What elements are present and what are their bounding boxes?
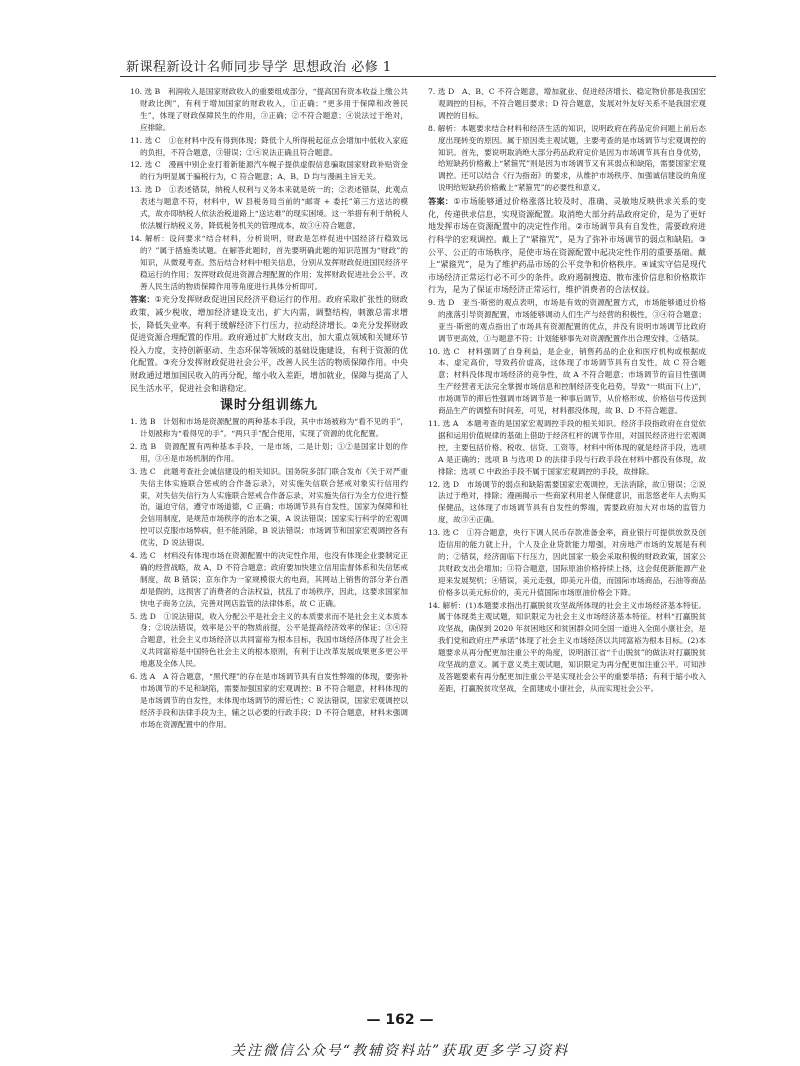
analysis-item-s8: 8. 解析：本题要求结合材料和经济生活的知识，说明政府在药品定价问题上前后态度出现转变的原因。属于原因类主观试题，主要考查的是市场调节与宏观调控的知识。首先，要说明取消绝大部分药品政府定价是因为市场调节具有自身优势，给短缺药价格戴上“紧箍咒”则是因为市场调节又有其弱点和缺陷，需要国家宏观调控。还可以结合《行为指南》的要求，从维护市场秩序、加强诚信建设的角度说明给短缺药价格戴上“紧箍咒”的必要性和意义。 [428, 123, 706, 193]
answer-block-q14 [130, 293, 408, 394]
section-title: 课时分组训练九 [219, 398, 318, 414]
answer-block-s8 [428, 195, 706, 296]
answer-item-q13: 13. 选 D ①表述错误，纳税人权利与义务本来就是统一的；②表述错误，此观点表述与题意不符，材料中，W 县税务局当前的“邮寄 + 委托”第三方送达的模式，故亦即纳税人依法治税道路上“送达难”的现实困境。这一举措有利于纳税人依法履行纳税义务，降低税务机关的管理成本，故③④符合题意。 [130, 185, 408, 230]
page-number: — 162 — [366, 1012, 434, 1028]
answer-item-s10: 10. 选 C 材料强调了自身利益，是企业，销售药品的企业和医疗机构或根据成本、虚定高价，导致药价虚高，这体现了市场调节具有自发性，故 C 符合题意；材料没体现市场经济的竞争性，故 A 不符合题意；市场调节的盲目性强调生产经营者无法完全掌握市场信息和控制经济变化趋势，导致“一哄而下(上)”，市场调节的滞后性强调市场调节是一种事后调节，从价格形成、价格信号传送到商品生产的调整有时间差，可见，材料都没体现，故 B、D 不符合题意。 [428, 346, 706, 416]
answer-item-s4: 4. 选 C 材料没有体现市场在资源配置中的决定性作用，也没有体现企业要制定正确的经营战略，故 A、D 不符合题意；政府要加快建立信用监督体系和失信惩戒制度，故 B 错误；京东作为一家规模很大的电商，其网站上销售的部分茅台酒却是假的，这损害了消费者的合法权益，扰乱了市场秩序，因此，这要求国家加快电子商务立法，完善对网店监管的法律体系，故 C 正确。 [130, 551, 408, 608]
footer-note: 关注微信公众号“教辅资料站”获取更多学习资料 [230, 1043, 570, 1059]
left-column [130, 86, 408, 1046]
answer-item-s7: 7. 选 D A、B、C 不符合题意，增加就业、促进经济增长、稳定物价都是我国宏观调控的目标，不符合题目要求；D 符合题意，发展对外友好关系不是我国宏观调控的目标。 [428, 87, 706, 120]
answer-item-s12: 12. 选 D 市场调节的弱点和缺陷需要国家宏观调控，无法消除，故①错误；②说法过于绝对，排除；漫画揭示一些商家利用老人保健意识，而忽悠老年人去购买保健品，这体现了市场调节具有自发性的弊端，需要政府加大对市场的监管力度，故③④正确。 [428, 479, 706, 525]
answer-item-s11: 11. 选 A 本题考查的是国家宏观调控手段的相关知识。经济手段指政府在自觉依据和运用价值规律的基础上借助于经济杠杆的调节作用，对国民经济进行宏观调控，主要包括价格、税收、信贷、工资等，材料中所体现的就是经济手段，选项 A 是正确的；选项 B 与选项 D 的法律手段与行政手段在材料中都没有体现，故排除；选项 C 中政治手段不属于国家宏观调控的手段，故排除。 [428, 418, 706, 476]
analysis-item-s14: 14. 解析：(1)本题要求指出打赢脱贫攻坚战所体现的社会主义市场经济基本特征。属于体现类主观试题，知识限定为社会主义市场经济基本特征。材料“打赢脱贫攻坚战，确保到 2020 年贫困地区和贫困群众同全国一道进入全面小康社会，是我们党和政府庄严承诺”体现了社会主义市场经济以共同富裕为根本目标。(2)本题要求从再分配更加注重公平的角度，说明浙江省“千山脱贫”的做法对打赢脱贫攻坚战的意义。属于意义类主观试题，知识限定为再分配更加注重公平。可知涉及答题要素有再分配更加注重公平是实现社会公平的重要举措；有利于缩小收入差距，打赢脱贫攻坚战，全面建成小康社会，从而实现社会公平。 [428, 600, 706, 693]
answer-item-q11: 11. 选 C ①在材料中没有得到体现；降低个人所得税起征点会增加中低收入家庭的负担，不符合题意，③错误；②④说法正确且符合题意。 [130, 135, 408, 157]
answer-label: 答案： [130, 294, 155, 305]
answer-item-s6: 6. 选 A A 符合题意，“黑代理”的存在是市场调节具有自发性弊端的体现，要弥补市场调节的不足和缺陷，需要加强国家的宏观调控；B 不符合题意，材料体现的是市场调节的自发性，未体现市场调节的滞后性；C 说法错误，国家宏观调控以经济手段和法律手段为主，辅之以必要的行政手段；D 不符合题意，材料未强调市场在资源配置中的作用。 [130, 672, 408, 729]
answer-item-s3: 3. 选 C 此题考查社会诚信建设的相关知识。国务院多部门联合发布《关于对严重失信主体实施联合惩戒的合作备忘录》，对实施失信联合惩戒对象实行信用约束，对失信失信行为人实施联合惩戒合作备忘录，对实施失信行为全方位进行整治，逼迫守信，遵守市场道德，C 正确；市场调节具有自发性，国家为保障和社会信用制度，是规范市场秩序的治本之策，A 说法错误；国家实行科学的宏观调控可以克服市场弊病，但不能消除，B 说法错误；市场调节和国家宏观调控各有优劣，D 说法错误。 [130, 466, 408, 548]
answer-item-s2: 2. 选 B 资源配置有两种基本手段，一是市场，二是计划；①②是国家计划的作用，③④是市场机制的作用。 [130, 441, 408, 463]
answer-item-s13: 13. 选 C ①符合题意，央行下调人民币存款准备金率，商业银行可提供放款及创造信用的能力就上升，个人及企业贷款能力增强，对房地产市场的发展是有利的；②错误，经济面临下行压力，因此国家一般会采取积极的财政政策，国家公共财政支出会增加；③符合题意，国际原油价格持续上扬，这会促使新能源产业迎来发展契机；④错误，美元走强，即美元升值，而国际市场商品，石油等商品价格多以美元标价的，美元升值国际市场原油价格会下降。 [428, 528, 706, 597]
page-header [120, 54, 716, 77]
answer-item-s5: 5. 选 D ①说法错误，收入分配公平是社会主义的本质要求而不是社会主义本质本身；②说法错误，效率是公平的物质前提，公平是提高经济效率的保证；③④符合题意，社会主义市场经济以共同富裕为根本目标，我国市场经济体现了社会主义共同富裕是中国特色社会主义的根本原则，有利于让改革发展成果更多更公平地惠及全体人民。 [130, 611, 408, 669]
answer-item-q12: 12. 选 C 漫画中别企业打着新能源汽车幌子提供虚假信息骗取国家财政补贴资金的行为明显属于骗税行为，C 符合题意；A、B、D 均与漫画主旨无关。 [130, 160, 408, 182]
answer-item-s9: 9. 选 D 亚当·斯密的观点表明，市场是有效的资源配置方式，市场能够通过价格的涨落引导资源配置，市场能够调动人们生产与经营的积极性，③④符合题意；亚当·斯密的观点指出了市场具有资源配置的优点，并没有说明市场调节比政府调节更高效，①与题意不符；计划能够事先对资源配置作出合理安排，②错误。 [428, 297, 706, 343]
analysis-item-q14: 14. 解析：设问要求“结合材料，分析说明，财政是怎样促进中国经济行稳致远的？”属于措施类试题。在解答此题时，首先要明确此题的知识范围为“财政”的知识，从微观考查。然后结合材料中相关信息，分别从发挥财政促进国民经济平稳运行的作用；发挥财政促进资源合理配置的作用；发挥财政促进社会公平、改善人民生活的物质保障作用等角度进行具体分析即可。 [130, 233, 408, 291]
answer-text: ①市场能够通过价格涨落比较及时、准确、灵敏地反映供求关系的变化，传递供求信息，实现资源配置。取消绝大部分药品政府定价，是为了更好地发挥市场在资源配置中的决定性作用。②市场调节具有自发性，需要政府进行科学的宏观调控。戴上了“紧箍咒”，是为了弥补市场调节的弱点和缺陷。③公平、公正的市场秩序，是使市场在资源配置中起决定性作用的重要基础。戴上“紧箍咒”，是为了维护药品市场的公平竞争和价格秩序。④诚实守信是现代市场经济正常运行必不可少的条件。政府遏制搜造、散布涨价信息和价格欺诈行为，是为了保证市场经济正常运行，维护消费者的合法权益。 [428, 196, 706, 295]
answer-item-s1: 1. 选 B 计划和市场是资源配置的两种基本手段，其中市场被称为“看不见的手”，计划被称为“看得见的手”。“两只手”配合使用，实现了资源的优化配置。 [130, 417, 408, 438]
header-title: 新课程新设计名师同步导学 思想政治 必修 1 [126, 60, 392, 75]
answer-text: ①充分发挥财政促进国民经济平稳运行的作用。政府采取扩张性的财政政策，减少税收，增加经济建设支出，扩大内需，调整结构，刺激总需求增长，降低失业率。有利于缓解经济下行压力，拉动经济增长。②充分发挥财政促进资源合理配置的作用。政府通过扩大财政支出，加大重点领域和关键环节投入力度，支持创新驱动、生态环保等领域的基础设施建设，有利于资源的优化配置。③充分发挥财政促进社会公平，改善人民生活的物质保障作用。中央财政通过增加国民收入的再分配，缩小收入差距，增加就业，保障与提高了人民生活水平，促进社会和谐稳定。 [130, 294, 408, 393]
answer-label: 答案： [428, 196, 454, 207]
right-column [428, 86, 706, 1046]
answer-item-q10: 10. 选 B 利润收入是国家财政收入的重要组成部分，“提高国有资本收益上缴公共财政比例”，有利于增加国家的财政收入，①正确；“更多用于保障和改善民生”，体现了财政保障民生的作用，③正确；②不符合题意；④说法过于绝对，应排除。 [130, 87, 408, 132]
